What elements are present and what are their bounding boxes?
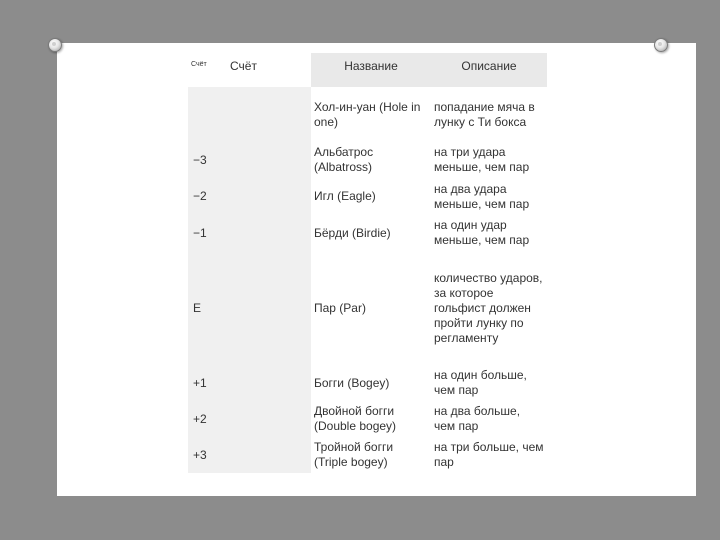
name-cell: Бёрди (Birdie) [311,215,431,251]
table-row [188,251,547,365]
name-cell: Тройной богги (Triple bogey) [311,437,431,473]
score-cell: +2 [188,401,311,437]
table-row [188,178,547,215]
table-row [188,87,547,142]
pushpin-icon [48,38,62,52]
header-score: Счёт [222,53,311,87]
score-cell: +3 [188,437,311,473]
description-cell: на три больше, чем пар [431,437,547,473]
score-cell: −1 [188,215,311,251]
golf-score-table [188,53,547,473]
name-cell: Богги (Bogey) [311,365,431,401]
header-description: Описание [431,53,547,87]
name-cell: Хол-ин-уан (Hole in one) [311,87,431,142]
name-cell: Игл (Eagle) [311,178,431,215]
description-cell: на три удара меньше, чем пар [431,142,547,178]
description-cell: на два больше, чем пар [431,401,547,437]
table-row [188,437,547,473]
table-header-row [188,53,547,87]
description-cell: на один больше, чем пар [431,365,547,401]
header-corner-label: Счёт [188,53,222,87]
table-row [188,215,547,251]
description-cell: попадание мяча в лунку с Ти бокса [431,87,547,142]
name-cell: Альбатрос (Albatross) [311,142,431,178]
score-cell: +1 [188,365,311,401]
score-cell: E [188,251,311,365]
score-cell [188,87,311,142]
name-cell: Пар (Par) [311,251,431,365]
score-cell: −3 [188,142,311,178]
table-row [188,401,547,437]
description-cell: на один удар меньше, чем пар [431,215,547,251]
description-cell: количество ударов, за которое гольфист должен пройти лунку по регламенту [431,251,547,365]
table-row [188,365,547,401]
header-name: Название [311,53,431,87]
pushpin-icon [654,38,668,52]
description-cell: на два удара меньше, чем пар [431,178,547,215]
score-cell: −2 [188,178,311,215]
name-cell: Двойной богги (Double bogey) [311,401,431,437]
table-row [188,142,547,178]
